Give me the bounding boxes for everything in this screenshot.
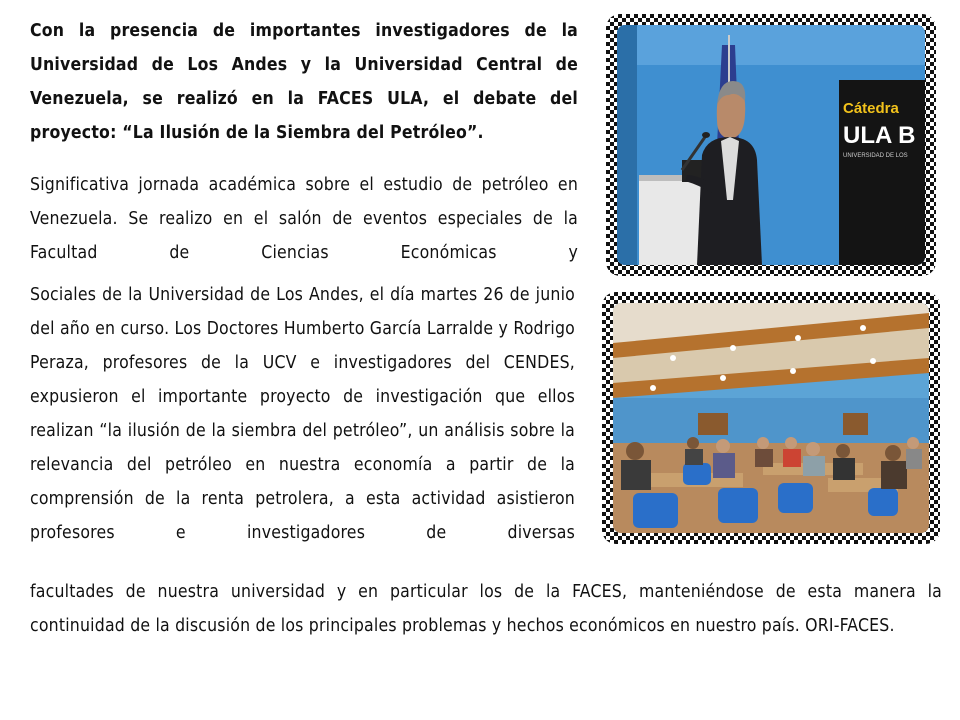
body-paragraph-part-3: facultades de nuestra universidad y en particular los de la FACES, manteniéndose de esta manera la continuidad de la discusión de los principales problemas y hechos económicos en nuestro país. ORI-FACES. xyxy=(30,582,942,636)
banner-text-2: ULA B xyxy=(843,122,916,149)
speaker-photo-frame xyxy=(606,14,936,276)
audience-photo-frame xyxy=(602,292,940,544)
body-paragraph-part-1: Significativa jornada académica sobre el estudio de petróleo en Venezuela. Se realizo en el salón de eventos especiales de la Facultad de Ciencias Económicas y xyxy=(30,175,578,263)
banner-text-3: UNIVERSIDAD DE LOS xyxy=(843,153,908,159)
body-paragraph-part-2: Sociales de la Universidad de Los Andes, el día martes 26 de junio del año en curso. Los Doctores Humberto García Larralde y Rodrigo Peraza, profesores de la UCV e investigadores del CENDES, expusieron el importante proyecto de investigación que ellos realizan “la ilusión de la siembra del petróleo”, un análisis sobre la relevancia del petróleo en nuestra economía a partir de la comprensión de la renta petrolera, a esta actividad asistieron profesores e investigadores de diversas xyxy=(30,285,575,543)
audience-photo xyxy=(613,303,929,533)
speaker-photo xyxy=(617,25,925,265)
intro-paragraph: Con la presencia de importantes investigadores de la Universidad de Los Andes y la Universidad Central de Venezuela, se realizó en la FACES ULA, el debate del proyecto: “La Ilusión de la Siembra del Petróleo”. xyxy=(30,21,578,143)
banner-text-1: Cátedra xyxy=(843,100,899,117)
